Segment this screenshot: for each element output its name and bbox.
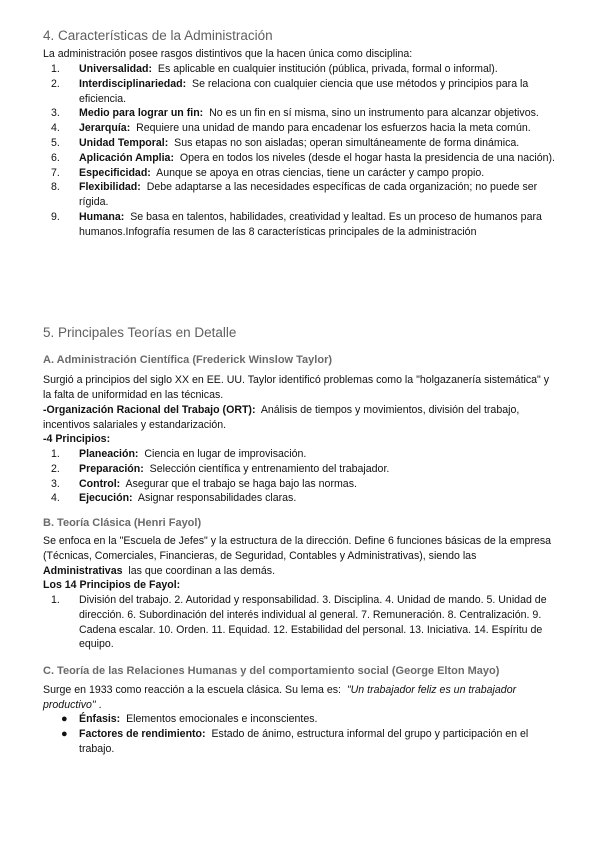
list-item: 7. Especificidad: Aunque se apoya en otras ciencias, tiene un carácter y campo propio. <box>51 166 485 179</box>
section-4-title: 4. Características de la Administración <box>43 28 273 43</box>
section-5-title: 5. Principales Teorías en Detalle <box>43 325 237 340</box>
list-item: 5. Unidad Temporal: Sus etapas no son aisladas; operan simultáneamente de forma dinámica. <box>51 136 520 149</box>
subsection-c-title: C. Teoría de las Relaciones Humanas y del comportamiento social (George Elton Mayo) <box>43 665 500 677</box>
list-item: 1. División del trabajo. 2. Autoridad y responsabilidad. 3. Disciplina. 4. Unidad de mando. 5. Unidad de dirección. 6. Subordinación del interés individual al general. 7. Remuneración. 8. Centralización. 9. Cadena escalar. 10. Orden. 11. Equidad. 12. Estabilidad del personal. 13. Iniciativa. 14. Espíritu de equipo. <box>51 594 547 651</box>
fayol-principles-label: Los 14 Principios de Fayol: <box>43 579 181 591</box>
list-item: 2. Preparación: Selección científica y entrenamiento del trabajador. <box>51 462 390 475</box>
characteristics-list <box>43 62 558 240</box>
subsection-b-intro: Se enfoca en la "Escuela de Jefes" y la estructura de la dirección. Define 6 funciones básicas de la empresa (Técnicas, Comerciales, Financieras, de Seguridad, Contables y Administrativas), siendo las Administrativas las que coordinan a las demás. <box>43 535 552 577</box>
list-item: 2. Interdisciplinariedad: Se relaciona con cualquier ciencia que use métodos y principios para la eficiencia. <box>51 77 529 105</box>
list-item: 4. Jerarquía: Requiere una unidad de mando para encadenar los esfuerzos hacia la meta común. <box>51 122 531 135</box>
list-item: 6. Aplicación Amplia: Opera en todos los niveles (desde el hogar hasta la presidencia de una nación). <box>51 151 556 164</box>
ort-paragraph: -Organización Racional del Trabajo (ORT): Análisis de tiempos y movimientos, división del trabajo, incentivos salariales y estandarización. <box>43 404 520 431</box>
list-item: 8. Flexibilidad: Debe adaptarse a las necesidades específicas de cada organización; no puede ser rígida. <box>51 181 538 209</box>
subsection-a-title: A. Administración Científica (Frederick Winslow Taylor) <box>43 354 333 366</box>
subsection-c-intro: Surge en 1933 como reacción a la escuela clásica. Su lema es: "Un trabajador feliz es un trabajador productivo" . <box>43 684 517 711</box>
section-4-intro: La administración posee rasgos distintivos que la hacen única como disciplina: <box>43 48 413 60</box>
bullet-icon: ● <box>61 727 68 740</box>
list-item: ● Factores de rendimiento: Estado de ánimo, estructura informal del grupo y participación en el trabajo. <box>61 727 529 755</box>
principles-label: -4 Principios: <box>43 433 111 445</box>
list-item: 4. Ejecución: Asignar responsabilidades claras. <box>51 492 297 505</box>
subsection-b-title: B. Teoría Clásica (Henri Fayol) <box>43 517 202 529</box>
fayol-principles-list <box>43 593 558 652</box>
mayo-bullet-list <box>43 712 558 756</box>
list-item: ● Énfasis: Elementos emocionales e inconscientes. <box>61 713 318 725</box>
list-item: 9. Humana: Se basa en talentos, habilidades, creatividad y lealtad. Es un proceso de humanos para humanos.Infografía resumen de las 8 características principales de la administración <box>51 210 542 238</box>
taylor-principles-list <box>43 447 558 506</box>
list-item: 3. Control: Asegurar que el trabajo se haga bajo las normas. <box>51 477 357 490</box>
list-item: 1. Planeación: Ciencia en lugar de improvisación. <box>51 448 307 460</box>
list-item: 3. Medio para lograr un fin: No es un fin en sí misma, sino un instrumento para alcanzar objetivos. <box>51 107 539 120</box>
list-item: 1. Universalidad: Es aplicable en cualquier institución (pública, privada, formal o informal). <box>51 63 498 75</box>
bullet-icon: ● <box>61 713 68 725</box>
subsection-a-intro: Surgió a principios del siglo XX en EE. UU. Taylor identificó problemas como la "holgazanería sistemática" y la falta de uniformidad en las técnicas. <box>43 374 550 401</box>
